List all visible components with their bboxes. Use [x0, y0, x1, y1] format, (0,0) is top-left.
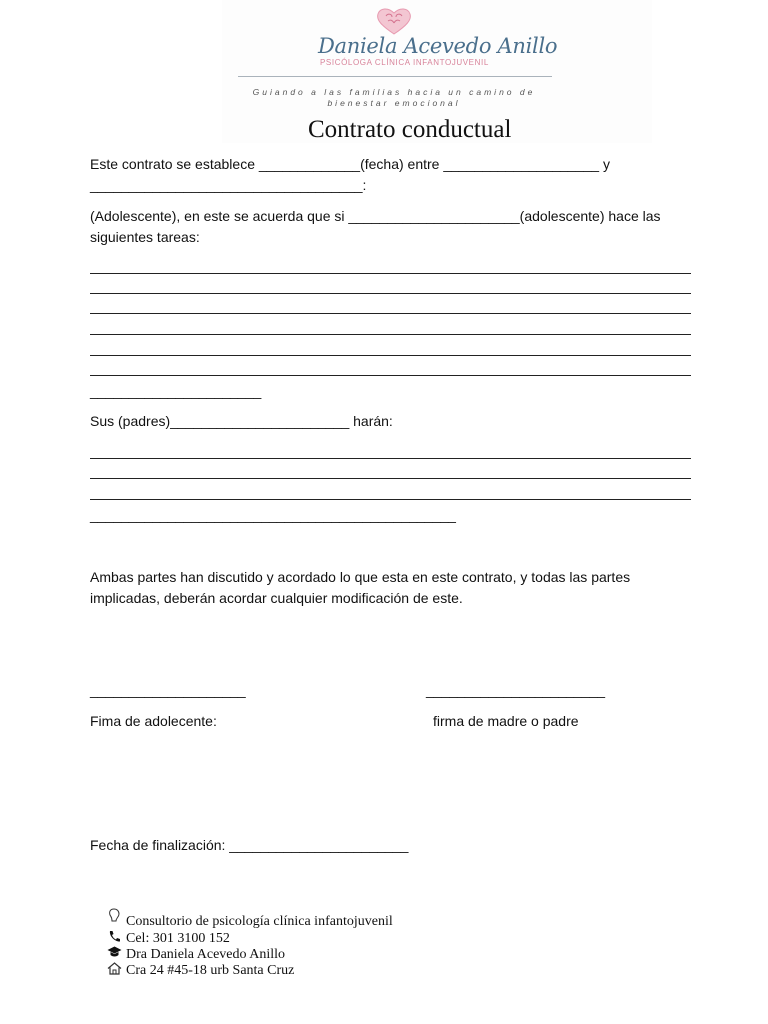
end-date-line: Fecha de finalización: _______________________ [90, 837, 409, 853]
parents-blank-line [90, 499, 691, 500]
brain-icon [107, 908, 121, 922]
graduation-cap-icon [107, 946, 121, 960]
tasks-blank-line [90, 313, 691, 314]
header-divider [238, 76, 552, 77]
footer-phone: Cel: 301 3100 152 [126, 931, 230, 946]
footer-doctor: Dra Daniela Acevedo Anillo [126, 947, 286, 962]
parents-blank-line [90, 458, 691, 459]
signature-blank-adolescent: ____________________ [90, 682, 246, 698]
home-icon [107, 962, 121, 976]
document-title: Contrato conductual [308, 116, 512, 143]
tagline-line-1: Guiando a las familias hacia un camino de [252, 87, 536, 97]
tasks-blank-line [90, 375, 691, 376]
parents-last-blank: _______________________________________________ [90, 507, 456, 523]
tagline-line-2: bienestar emocional [327, 98, 461, 108]
tasks-blank-line [90, 273, 691, 274]
brand-name: Daniela Acevedo Anillo [318, 34, 558, 58]
brain-heart-icon [374, 6, 414, 36]
brand-subtitle: PSICÓLOGA CLÍNICA INFANTOJUVENIL [320, 58, 489, 67]
tasks-blank-line [90, 293, 691, 294]
tagline [244, 87, 544, 109]
footer-office: Consultorio de psicología clínica infantojuvenil [126, 914, 393, 929]
agreement-line-1: Ambas partes han discutido y acordado lo que esta en este contrato, y todas las partes [90, 569, 631, 585]
phone-icon [107, 930, 121, 944]
tasks-blank-line [90, 355, 691, 356]
tasks-intro-line-2: siguientes tareas: [90, 229, 200, 245]
tasks-last-blank: ______________________ [90, 383, 262, 399]
tasks-intro-line-1: (Adolescente), en este se acuerda que si ______________________(adolescente) hace las [90, 208, 661, 224]
letterhead [222, 0, 652, 143]
signature-label-parent: firma de madre o padre [433, 713, 579, 729]
intro-line-1: Este contrato se establece _____________(fecha) entre ____________________ y [90, 156, 610, 172]
intro-line-2: ___________________________________: [90, 177, 367, 193]
parents-blank-line [90, 478, 691, 479]
tasks-blank-line [90, 334, 691, 335]
agreement-line-2: implicadas, deberán acordar cualquier modificación de este. [90, 590, 463, 606]
footer-address: Cra 24 #45-18 urb Santa Cruz [126, 963, 295, 978]
signature-blank-parent: _______________________ [426, 682, 606, 698]
signature-label-adolescent: Fima de adolecente: [90, 713, 217, 729]
parents-line: Sus (padres)_______________________ harán: [90, 413, 393, 429]
